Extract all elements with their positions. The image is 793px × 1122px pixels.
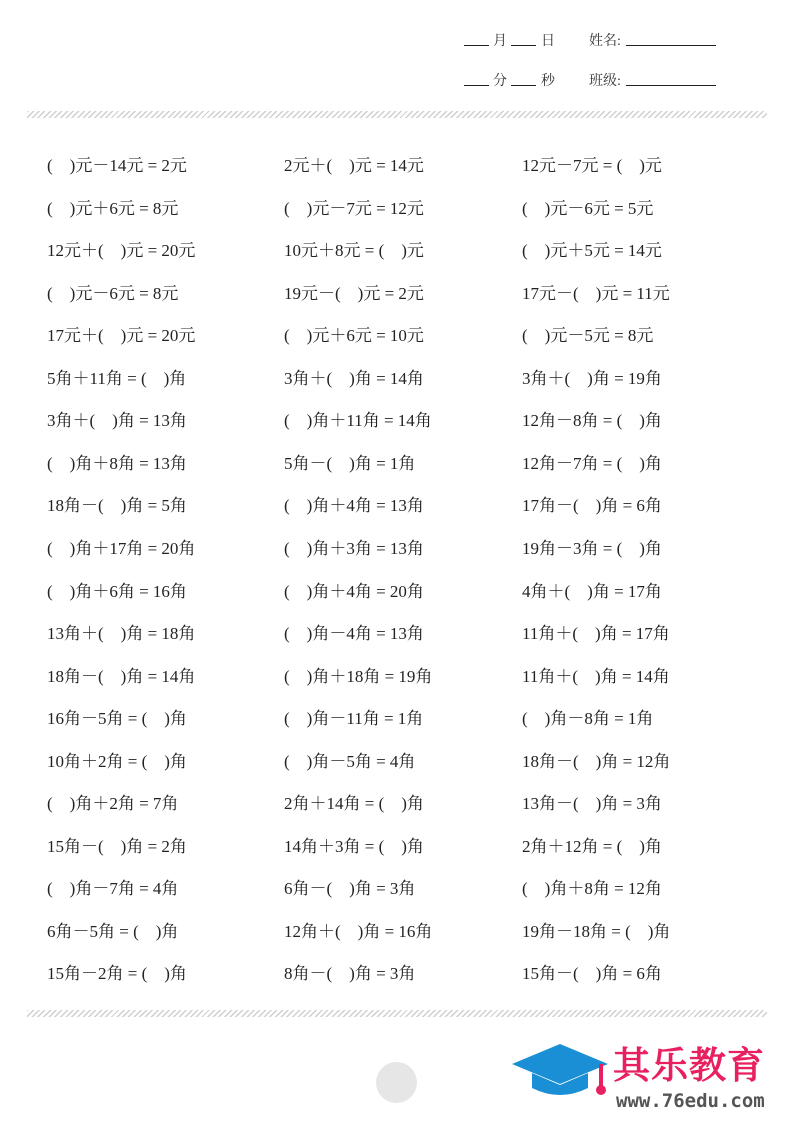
problem-item: 2元＋( )元 = 14元: [284, 156, 424, 175]
problem-item: ( )角－11角 = 1角: [284, 709, 424, 729]
problem-item: 18角－( )角 = 14角: [47, 666, 196, 686]
problem-item: 5角＋11角 = ( )角: [47, 368, 187, 388]
problem-item: 13角＋( )角 = 18角: [47, 624, 196, 644]
minute-blank[interactable]: [464, 85, 489, 86]
top-divider: [27, 111, 767, 118]
second-blank[interactable]: [511, 85, 536, 86]
problem-item: 5角－( )角 = 1角: [284, 453, 416, 473]
problem-item: ( )角＋4角 = 13角: [284, 496, 424, 516]
problem-item: 2角＋14角 = ( )角: [284, 794, 424, 814]
problem-item: 11角＋( )角 = 14角: [522, 666, 670, 686]
problem-item: ( )元＋6元 = 10元: [284, 326, 424, 346]
page-dot-icon: [376, 1062, 417, 1103]
problem-item: ( )角＋3角 = 13角: [284, 538, 424, 558]
problem-item: 15角－( )角 = 2角: [47, 836, 187, 856]
name-label: 姓名:: [589, 34, 621, 49]
problem-item: 3角＋( )角 = 14角: [284, 368, 424, 388]
problem-item: 6角－( )角 = 3角: [284, 879, 416, 899]
problem-item: ( )角＋8角 = 12角: [522, 879, 662, 899]
problem-item: 17元－( )元 = 11元: [522, 283, 670, 303]
problem-item: ( )角－7角 = 4角: [47, 879, 179, 899]
problem-item: 17元＋( )元 = 20元: [47, 326, 196, 346]
problem-item: ( )角－8角 = 1角: [522, 709, 654, 729]
problem-item: 19角－18角 = ( )角: [522, 921, 671, 941]
problem-item: 14角＋3角 = ( )角: [284, 836, 424, 856]
problem-item: 15角－( )角 = 6角: [522, 964, 662, 984]
month-label: 月: [493, 34, 507, 49]
name-field[interactable]: [626, 45, 716, 46]
problem-item: 4角＋( )角 = 17角: [522, 581, 662, 601]
problem-item: ( )元－6元 = 8元: [47, 283, 179, 303]
bottom-divider: [27, 1010, 767, 1017]
problem-item: ( )元－6元 = 5元: [522, 198, 654, 218]
class-label: 班级:: [589, 74, 621, 89]
problem-item: 19角－3角 = ( )角: [522, 538, 662, 558]
problem-item: 15角－2角 = ( )角: [47, 964, 187, 984]
problem-item: ( )角＋17角 = 20角: [47, 538, 196, 558]
problem-item: 3角＋( )角 = 13角: [47, 411, 187, 431]
problem-item: ( )元－5元 = 8元: [522, 326, 654, 346]
problem-item: 18角－( )角 = 12角: [522, 751, 671, 771]
problem-item: 12角－8角 = ( )角: [522, 411, 662, 431]
problem-item: 16角－5角 = ( )角: [47, 709, 187, 729]
problem-item: 19元－( )元 = 2元: [284, 283, 424, 303]
problem-item: 3角＋( )角 = 19角: [522, 368, 662, 388]
second-label: 秒: [541, 74, 555, 89]
problem-item: 10角＋2角 = ( )角: [47, 751, 187, 771]
problem-item: ( )元＋6元 = 8元: [47, 198, 179, 218]
problem-item: ( )角＋4角 = 20角: [284, 581, 424, 601]
problem-item: ( )角＋8角 = 13角: [47, 453, 187, 473]
problem-item: ( )角＋11角 = 14角: [284, 411, 432, 431]
problem-item: ( )元－7元 = 12元: [284, 198, 424, 218]
problem-item: ( )角－5角 = 4角: [284, 751, 416, 771]
problem-item: ( )角＋18角 = 19角: [284, 666, 433, 686]
graduation-cap-icon: [510, 1042, 610, 1102]
problem-item: 6角－5角 = ( )角: [47, 921, 179, 941]
logo-name: 其乐教育: [613, 1044, 765, 1087]
class-field[interactable]: [626, 85, 716, 86]
problem-item: 12元＋( )元 = 20元: [47, 241, 196, 261]
problem-item: ( )元＋5元 = 14元: [522, 241, 662, 261]
problem-item: ( )元－14元 = 2元: [47, 156, 187, 175]
day-blank[interactable]: [511, 45, 536, 46]
problem-item: 18角－( )角 = 5角: [47, 496, 187, 516]
problem-item: ( )角＋2角 = 7角: [47, 794, 179, 814]
problem-item: 8角－( )角 = 3角: [284, 964, 416, 984]
problem-item: 13角－( )角 = 3角: [522, 794, 662, 814]
problem-item: ( )角＋6角 = 16角: [47, 581, 187, 601]
problem-item: 12元－7元 = ( )元: [522, 156, 662, 175]
problem-item: 11角＋( )角 = 17角: [522, 624, 670, 644]
problem-item: 17角－( )角 = 6角: [522, 496, 662, 516]
month-blank[interactable]: [464, 45, 489, 46]
day-label: 日: [541, 34, 555, 49]
problem-item: 10元＋8元 = ( )元: [284, 241, 424, 261]
minute-label: 分: [493, 74, 507, 89]
problem-item: 12角＋( )角 = 16角: [284, 921, 433, 941]
problem-item: 2角＋12角 = ( )角: [522, 836, 662, 856]
problem-item: 12角－7角 = ( )角: [522, 453, 662, 473]
logo-url: www.76edu.com: [616, 1090, 765, 1112]
problem-item: ( )角－4角 = 13角: [284, 624, 424, 644]
